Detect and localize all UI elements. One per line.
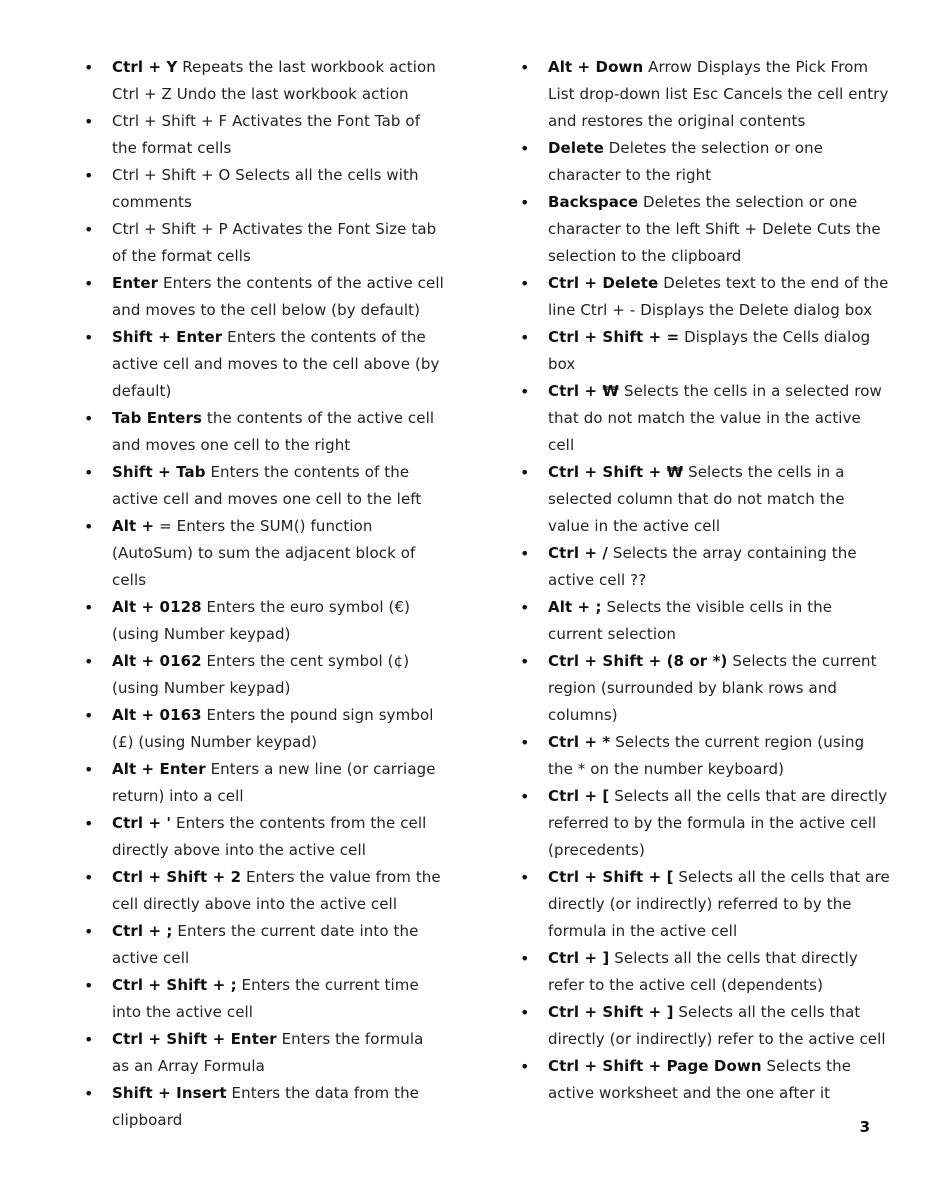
shortcut-entry [520,540,890,594]
shortcut-description: Enters the contents from the cell directly above into the active cell [112,814,427,859]
shortcut-description: Arrow Displays the Pick From List drop-down list Esc Cancels the cell entry and restores the original contents [548,58,889,130]
shortcut-key: Ctrl + Shift + ; [112,976,237,994]
shortcut-key: Ctrl + Y [112,58,178,76]
shortcut-key: Ctrl + Shift + (8 or *) [548,652,728,670]
shortcut-entry [520,189,890,270]
shortcut-description: = Enters the SUM() function (AutoSum) to sum the adjacent block of cells [112,517,416,589]
shortcut-key: Alt + 0163 [112,706,202,724]
shortcut-description: Ctrl + Shift + O Selects all the cells with comments [112,166,419,211]
shortcut-description: Selects the cells in a selected column that do not match the value in the active cell [548,463,845,535]
shortcut-key: Ctrl + [ [548,787,610,805]
shortcut-key: Ctrl + / [548,544,609,562]
shortcut-key: Ctrl + Shift + ] [548,1003,674,1021]
shortcut-key: Ctrl + ] [548,949,610,967]
shortcut-entry [84,459,444,513]
shortcut-entry [520,459,890,540]
shortcut-entry [84,972,444,1026]
shortcut-key: Shift + Insert [112,1084,227,1102]
shortcut-entry [520,594,890,648]
shortcut-description: Selects the cells in a selected row that do not match the value in the active cell [548,382,882,454]
shortcut-description: Deletes the selection or one character to the right [548,139,824,184]
shortcut-entry [520,378,890,459]
shortcut-description: Ctrl + Shift + P Activates the Font Size tab of the format cells [112,220,437,265]
shortcut-list-right [520,54,890,1107]
shortcut-key: Ctrl + * [548,733,611,751]
shortcut-key: Tab Enters [112,409,202,427]
shortcut-entry [520,270,890,324]
shortcut-entry [84,108,444,162]
shortcut-description: Enters the pound sign symbol (£) (using Number keypad) [112,706,434,751]
shortcut-key: Ctrl + Shift + ₩ [548,463,684,481]
shortcut-description: Enters the formula as an Array Formula [112,1030,424,1075]
shortcut-entry [84,1080,444,1134]
shortcut-description: Ctrl + Shift + F Activates the Font Tab of the format cells [112,112,421,157]
shortcut-key: Alt + Enter [112,760,206,778]
left-column [84,54,444,1134]
shortcut-description: Enters the current date into the active cell [112,922,419,967]
shortcut-entry [84,594,444,648]
shortcut-entry [520,324,890,378]
shortcut-entry [520,783,890,864]
shortcut-entry [520,999,890,1053]
shortcut-key: Enter [112,274,159,292]
shortcut-description: Enters the contents of the active cell and moves to the cell above (by default) [112,328,440,400]
shortcut-entry [84,756,444,810]
shortcut-description: the contents of the active cell and moves one cell to the right [112,409,435,454]
shortcut-list-left [84,54,444,1134]
shortcut-key: Ctrl + Delete [548,274,659,292]
shortcut-description: Selects all the cells that are directly (or indirectly) referred to by the formula in the active cell [548,868,890,940]
shortcut-key: Ctrl + Shift + 2 [112,868,242,886]
shortcut-entry [84,1026,444,1080]
shortcut-key: Ctrl + Shift + [ [548,868,674,886]
shortcut-description: Enters the value from the cell directly above into the active cell [112,868,441,913]
shortcut-key: Ctrl + ' [112,814,172,832]
shortcut-description: Enters the contents of the active cell and moves to the cell below (by default) [112,274,444,319]
shortcut-description: Selects the active worksheet and the one after it [548,1057,852,1102]
shortcut-key: Alt + Down [548,58,644,76]
shortcut-description: Selects all the cells that directly (or indirectly) refer to the active cell [548,1003,886,1048]
shortcut-entry [520,945,890,999]
shortcut-entry [84,405,444,459]
shortcut-entry [84,324,444,405]
shortcut-entry [520,1053,890,1107]
shortcut-key: Alt + 0128 [112,598,202,616]
shortcut-key: Alt + ; [548,598,602,616]
shortcut-description: Enters the cent symbol (¢) (using Number keypad) [112,652,410,697]
shortcut-entry [84,270,444,324]
shortcut-description: Selects all the cells that directly refer to the active cell (dependents) [548,949,858,994]
shortcut-description: Selects the current region (surrounded by blank rows and columns) [548,652,877,724]
shortcut-entry [520,54,890,135]
shortcut-description: Enters a new line (or carriage return) into a cell [112,760,436,805]
shortcut-key: Alt + 0162 [112,652,202,670]
shortcut-entry [520,864,890,945]
shortcut-entry [84,864,444,918]
shortcut-key: Ctrl + Shift + = [548,328,680,346]
shortcut-entry [520,729,890,783]
shortcut-description: Deletes text to the end of the line Ctrl + - Displays the Delete dialog box [548,274,889,319]
shortcut-description: Repeats the last workbook action Ctrl + Z Undo the last workbook action [112,58,436,103]
shortcut-entry [84,216,444,270]
shortcut-entry [84,702,444,756]
shortcut-description: Deletes the selection or one character to the left Shift + Delete Cuts the selection to the clipboard [548,193,881,265]
page-number: 3 [859,1118,870,1136]
right-column [520,54,890,1107]
shortcut-description: Enters the current time into the active cell [112,976,419,1021]
shortcut-entry [84,810,444,864]
shortcut-key: Ctrl + ; [112,922,173,940]
shortcut-description: Selects all the cells that are directly referred to by the formula in the active cell (precedents) [548,787,888,859]
shortcut-entry [520,135,890,189]
shortcut-entry [520,648,890,729]
shortcut-entry [84,918,444,972]
shortcut-key: Ctrl + ₩ [548,382,620,400]
shortcut-key: Shift + Tab [112,463,206,481]
shortcut-description: Enters the data from the clipboard [112,1084,420,1129]
shortcut-key: Delete [548,139,604,157]
shortcut-key: Alt + [112,517,155,535]
shortcut-description: Displays the Cells dialog box [548,328,871,373]
shortcut-entry [84,162,444,216]
shortcut-description: Enters the contents of the active cell and moves one cell to the left [112,463,422,508]
shortcut-key: Ctrl + Shift + Page Down [548,1057,762,1075]
shortcut-key: Shift + Enter [112,328,223,346]
shortcut-description: Selects the array containing the active cell ?? [548,544,857,589]
shortcut-key: Backspace [548,193,639,211]
shortcut-entry [84,54,444,108]
shortcut-entry [84,648,444,702]
shortcut-entry [84,513,444,594]
shortcut-description: Enters the euro symbol (€) (using Number keypad) [112,598,411,643]
shortcut-description: Selects the current region (using the * on the number keyboard) [548,733,865,778]
shortcut-key: Ctrl + Shift + Enter [112,1030,277,1048]
shortcut-description: Selects the visible cells in the current selection [548,598,833,643]
